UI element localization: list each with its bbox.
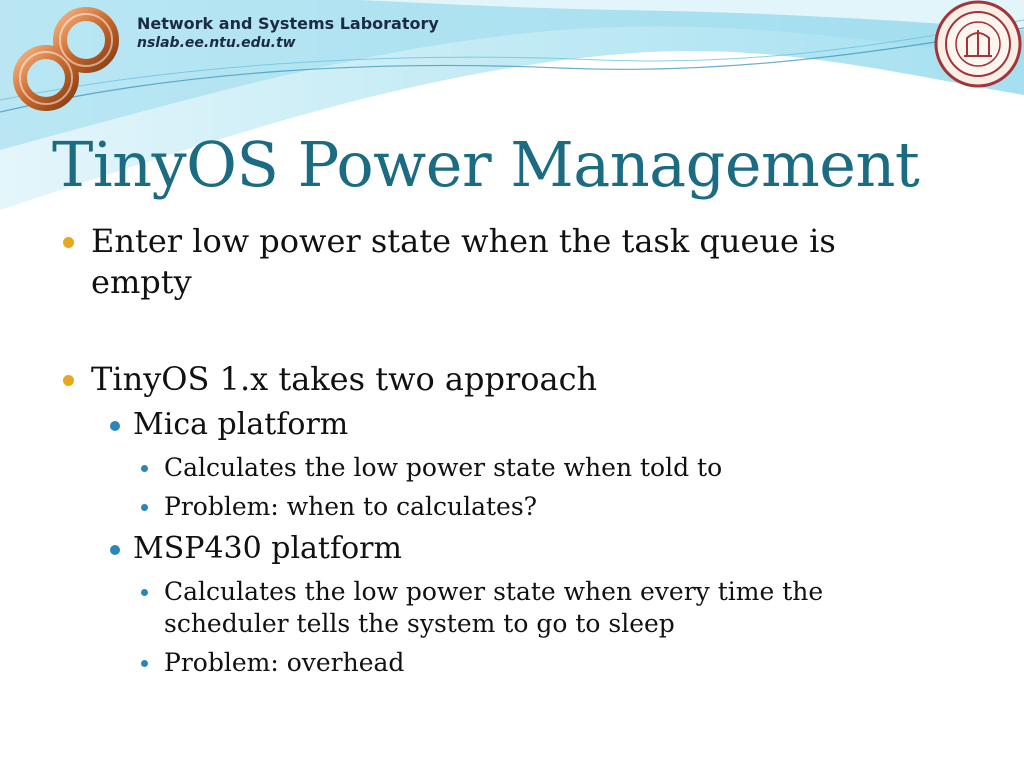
bullet-level2-text: MSP430 platform [133, 531, 402, 566]
bullet-level1-text-cont: empty [91, 263, 192, 301]
bullet-level3-text: Problem: when to calculates? [164, 492, 538, 521]
bullet-dot-icon [141, 465, 148, 472]
bullet-level1-text: TinyOS 1.x takes two approach [91, 360, 598, 398]
bullet-dot-icon [63, 237, 74, 248]
bullet-level2-text: Mica platform [133, 407, 349, 442]
bullet-level3-text: Calculates the low power state when every time the [164, 577, 824, 606]
bullet-dot-icon [63, 375, 74, 386]
bullet-level3-text-cont: scheduler tells the system to go to sleep [164, 609, 675, 638]
bullet-dot-icon [141, 589, 148, 596]
bullet-dot-icon [110, 421, 120, 431]
lab-url: nslab.ee.ntu.edu.tw [137, 35, 296, 51]
bullet-dot-icon [110, 545, 120, 555]
bullet-level1-text: Enter low power state when the task queue is [91, 222, 836, 260]
lab-name: Network and Systems Laboratory [137, 14, 439, 33]
bullet-level3-text: Problem: overhead [164, 648, 405, 677]
bullet-dot-icon [141, 504, 148, 511]
bullet-level3-text: Calculates the low power state when told to [164, 453, 723, 482]
slide-title: TinyOS Power Management [52, 128, 920, 201]
bullet-dot-icon [141, 660, 148, 667]
